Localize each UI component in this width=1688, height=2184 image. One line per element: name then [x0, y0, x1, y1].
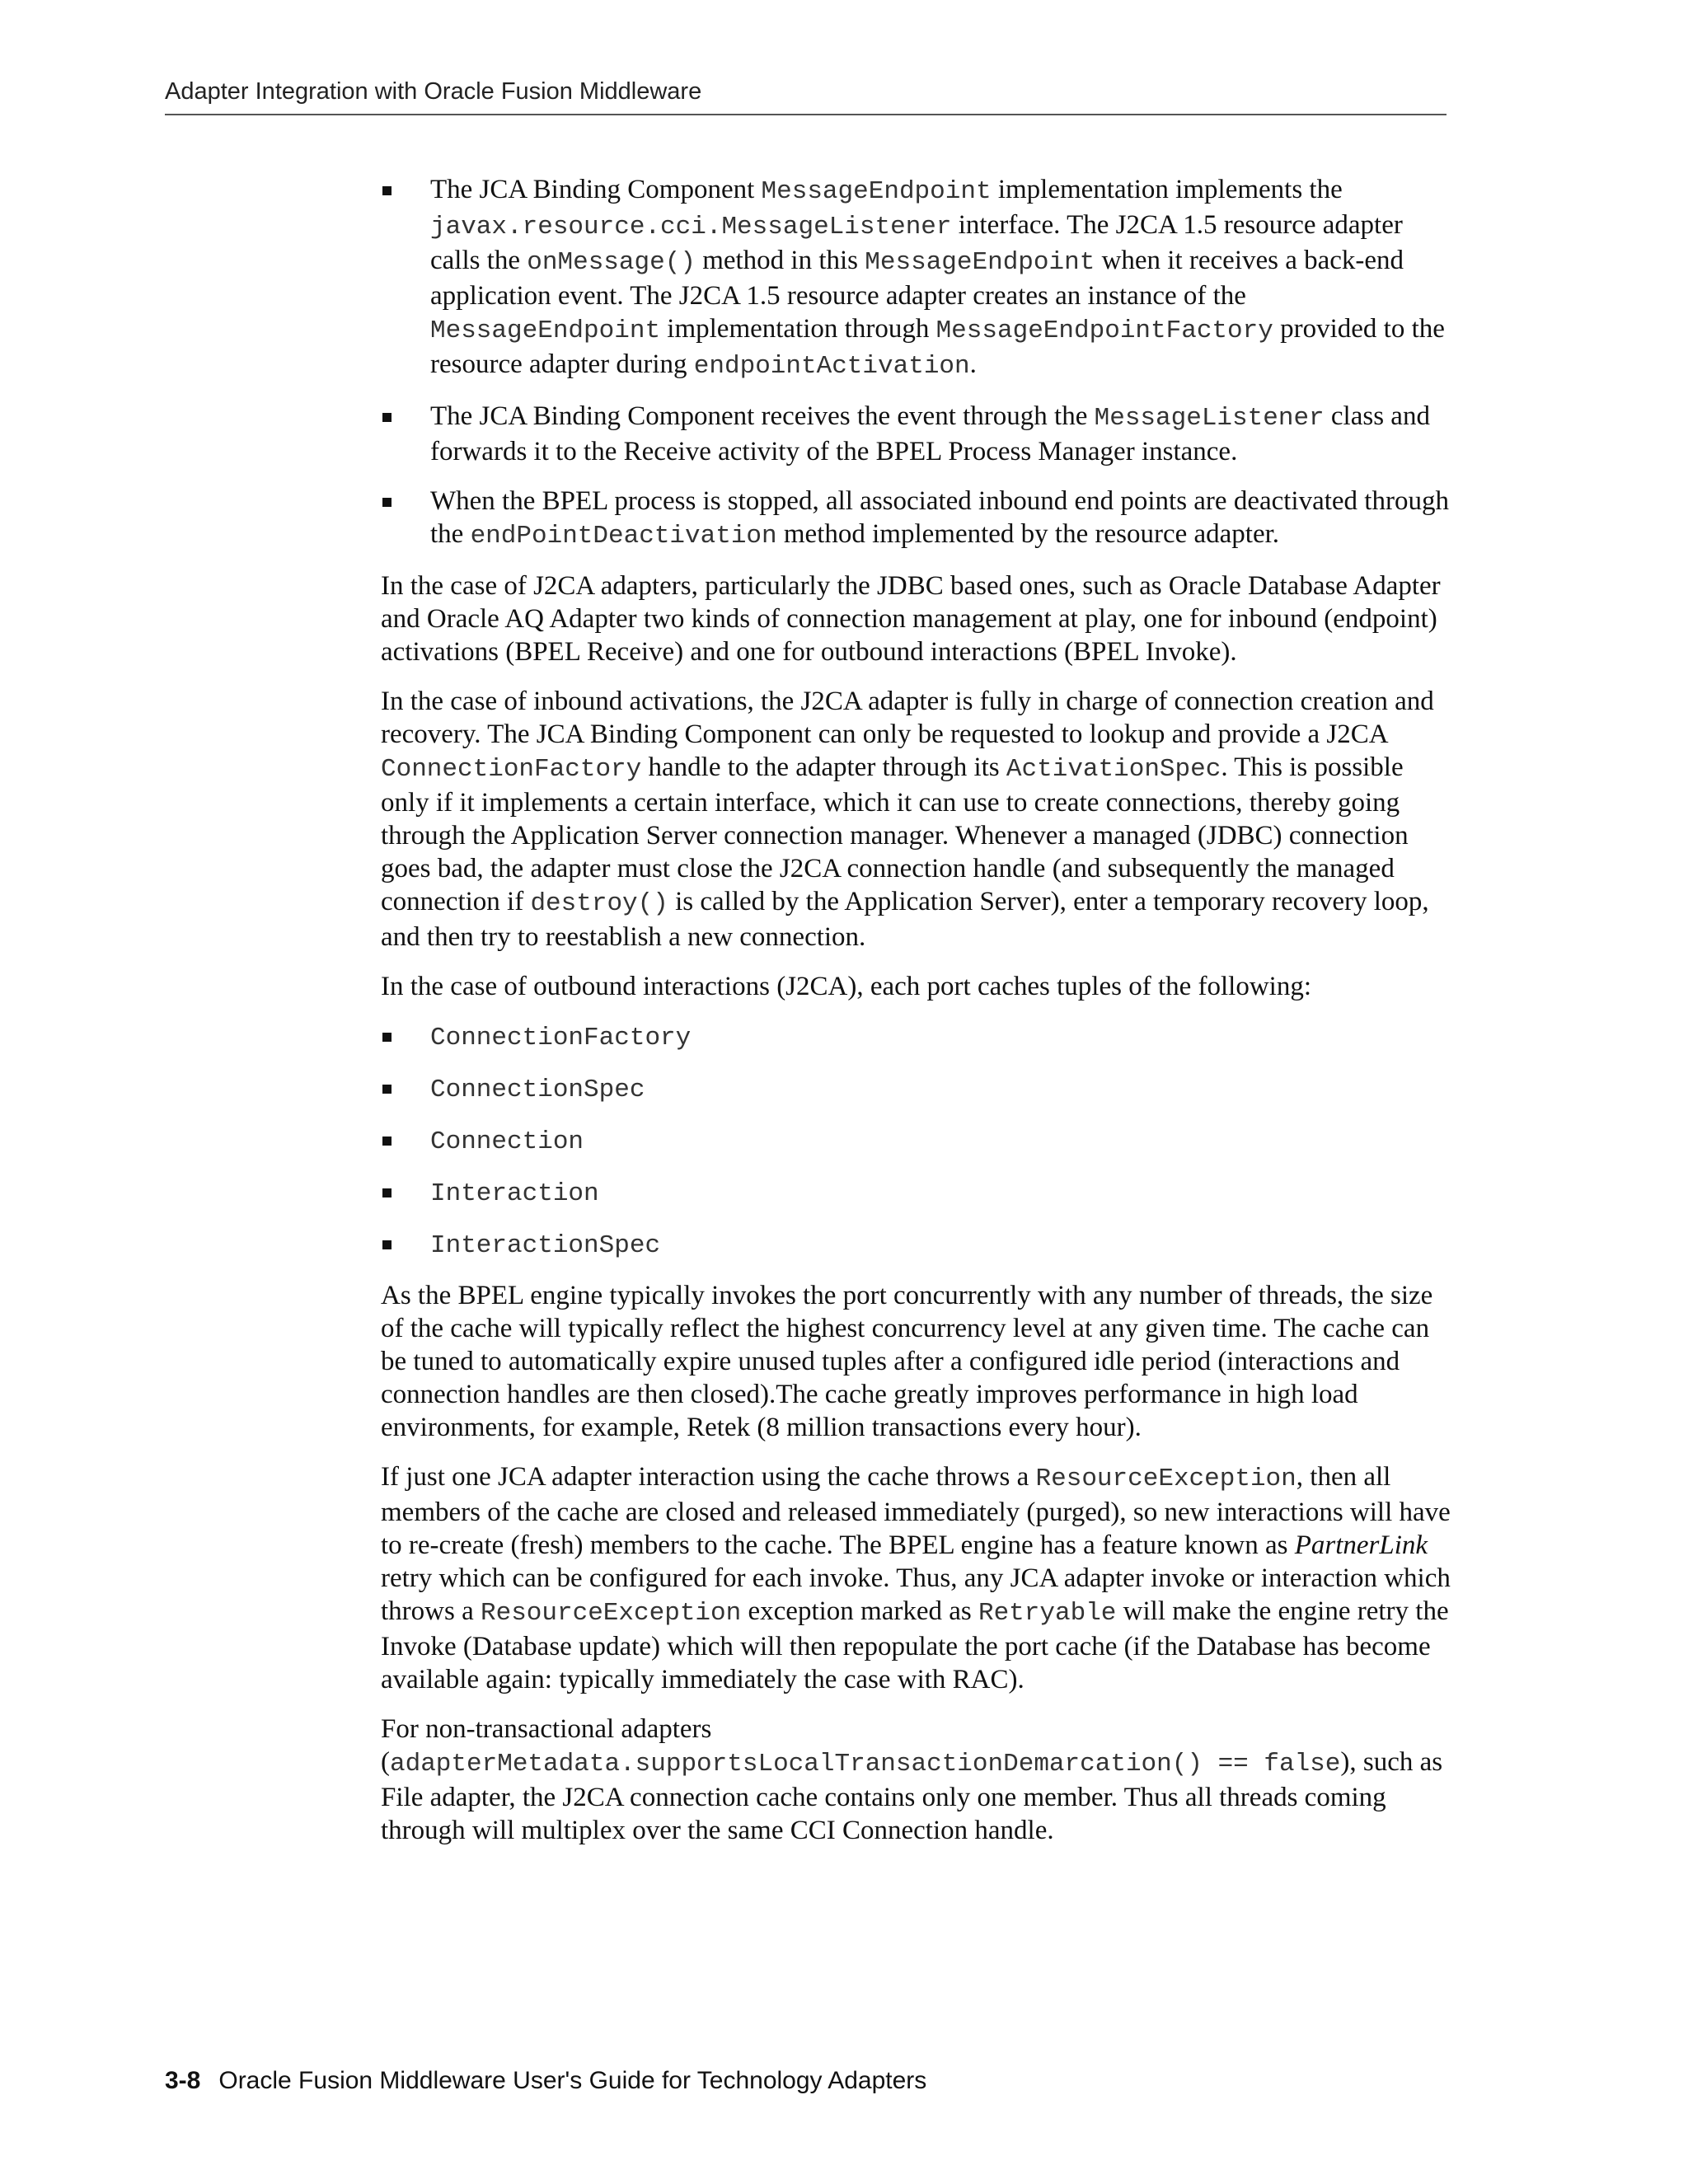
header-divider: [165, 114, 1447, 115]
code-inline: MessageEndpoint: [761, 177, 992, 206]
paragraph-inbound-activations: [381, 685, 1452, 954]
code-term: ConnectionFactory: [430, 1024, 692, 1052]
header-title: Adapter Integration with Oracle Fusion Middleware: [165, 78, 702, 105]
text-run: In the case of outbound interactions (J2CA), each port caches tuples of the following:: [381, 972, 1312, 1001]
paragraph-non-transactional: [381, 1713, 1452, 1847]
page-footer: [165, 2067, 926, 2095]
text-run: class and forwards it to the Receive activity of the BPEL Process Manager instance.: [430, 401, 1430, 466]
code-inline: ActivationSpec: [1006, 755, 1221, 784]
text-run: handle to the adapter through its: [641, 752, 1006, 782]
page-number: 3-8: [165, 2067, 201, 2094]
code-term: ConnectionSpec: [430, 1076, 645, 1104]
text-run: interface. The J2CA 1.5 resource adapter calls the: [430, 210, 1403, 275]
text-run: retry which can be configured for each invoke. Thus, any JCA adapter invoke or interaction which throws a: [381, 1563, 1451, 1626]
code-inline: endpointActivation: [693, 352, 970, 381]
paragraph-resource-exception: [381, 1460, 1452, 1696]
footer-title: Oracle Fusion Middleware User's Guide for Technology Adapters: [218, 2067, 927, 2094]
code-term: Interaction: [430, 1179, 599, 1208]
code-inline: ResourceException: [1035, 1465, 1296, 1493]
code-inline: MessageListener: [1094, 404, 1325, 433]
text-run: implementation implements the: [991, 175, 1343, 204]
code-inline: destroy(): [530, 889, 668, 918]
list-item: [381, 1071, 1452, 1107]
text-run: implementation through: [660, 314, 936, 344]
text-run: is called by the Application Server), enter a temporary recovery loop, and then try to reestablish a new connection.: [381, 887, 1429, 952]
text-run: ), such as File adapter, the J2CA connection cache contains only one member. Thus all threads coming through will multiplex over the same CCI Connection handle.: [381, 1747, 1443, 1845]
code-inline: MessageEndpointFactory: [935, 316, 1273, 345]
text-run: will make the engine retry the Invoke (Database update) which will then repopulate the port cache (if the Database has become available again: typically immediately the case with RAC).: [381, 1596, 1449, 1694]
text-run: The JCA Binding Component receives the event through the: [430, 401, 1095, 431]
text-run: The JCA Binding Component: [430, 175, 762, 204]
code-inline: Retryable: [978, 1599, 1117, 1628]
list-item: [381, 1227, 1452, 1263]
paragraph-cache-concurrency: [381, 1279, 1452, 1444]
text-run: method in this: [695, 246, 865, 275]
text-run: .: [969, 349, 977, 379]
list-item: [381, 1123, 1452, 1159]
code-inline: ConnectionFactory: [381, 755, 642, 784]
code-term: Connection: [430, 1127, 584, 1156]
list-item: [381, 485, 1452, 553]
code-inline: MessageEndpoint: [865, 248, 1095, 277]
text-run: As the BPEL engine typically invokes the port concurrently with any number of threads, the size of the cache will typically reflect the highest concurrency level at any given time. The cache can be tuned to automatically expire unused tuples after a configured idle period (interactions and connection handles are then closed).The cache greatly improves performance in high load environments, for example, Retek (8 million transactions every hour).: [381, 1281, 1433, 1442]
text-run: In the case of J2CA adapters, particularly the JDBC based ones, such as Oracle Database Adapter and Oracle AQ Adapter two kinds of connection management at play, one for inbound (endpoint) activations (BPEL Receive) and one for outbound interactions (BPEL Invoke).: [381, 571, 1441, 667]
code-inline: MessageEndpoint: [430, 316, 661, 345]
text-run: In the case of inbound activations, the J2CA adapter is fully in charge of connection creation and recovery. The JCA Binding Component can only be requested to lookup and provide a J2CA: [381, 687, 1434, 749]
code-inline: javax.resource.cci.MessageListener: [430, 213, 952, 241]
code-inline: endPointDeactivation: [470, 522, 777, 551]
running-header: [165, 76, 1447, 115]
emphasis-text: PartnerLink: [1294, 1530, 1428, 1560]
text-run: When the BPEL process is stopped, all associated inbound end points are deactivated through the: [430, 486, 1449, 549]
text-run: For non-transactional adapters (: [381, 1714, 712, 1777]
code-inline: onMessage(): [527, 248, 696, 277]
main-content: [381, 173, 1452, 1863]
code-inline: ResourceException: [480, 1599, 742, 1628]
text-run: method implemented by the resource adapter.: [776, 519, 1280, 549]
code-inline: adapterMetadata.supportsLocalTransactionDemarcation() == false: [390, 1750, 1341, 1779]
text-run: . This is possible only if it implements a certain interface, which it can use to create connections, thereby going through the Application Server connection manager. Whenever a managed (JDBC) connection goes bad, the adapter must close the J2CA connection handle (and subsequently the managed connection if: [381, 752, 1409, 916]
list-item: [381, 400, 1452, 468]
text-run: when it receives a back-end application event. The J2CA 1.5 resource adapter creates an instance of the: [430, 246, 1404, 311]
paragraph-j2ca-adapters: [381, 569, 1452, 668]
text-run: provided to the resource adapter during: [430, 314, 1445, 379]
bullet-list-cache-tuples: [381, 1019, 1452, 1263]
text-run: If just one JCA adapter interaction using the cache throws a: [381, 1462, 1036, 1492]
list-item: [381, 1019, 1452, 1055]
list-item: [381, 1175, 1452, 1211]
text-run: , then all members of the cache are closed and released immediately (purged), so new interactions will have to re-create (fresh) members to the cache. The BPEL engine has a feature known as: [381, 1462, 1451, 1560]
bullet-list-messageendpoint: [381, 173, 1452, 553]
list-item: [381, 173, 1452, 383]
paragraph-outbound-interactions: [381, 970, 1452, 1003]
code-term: InteractionSpec: [430, 1231, 661, 1260]
text-run: exception marked as: [741, 1596, 978, 1626]
